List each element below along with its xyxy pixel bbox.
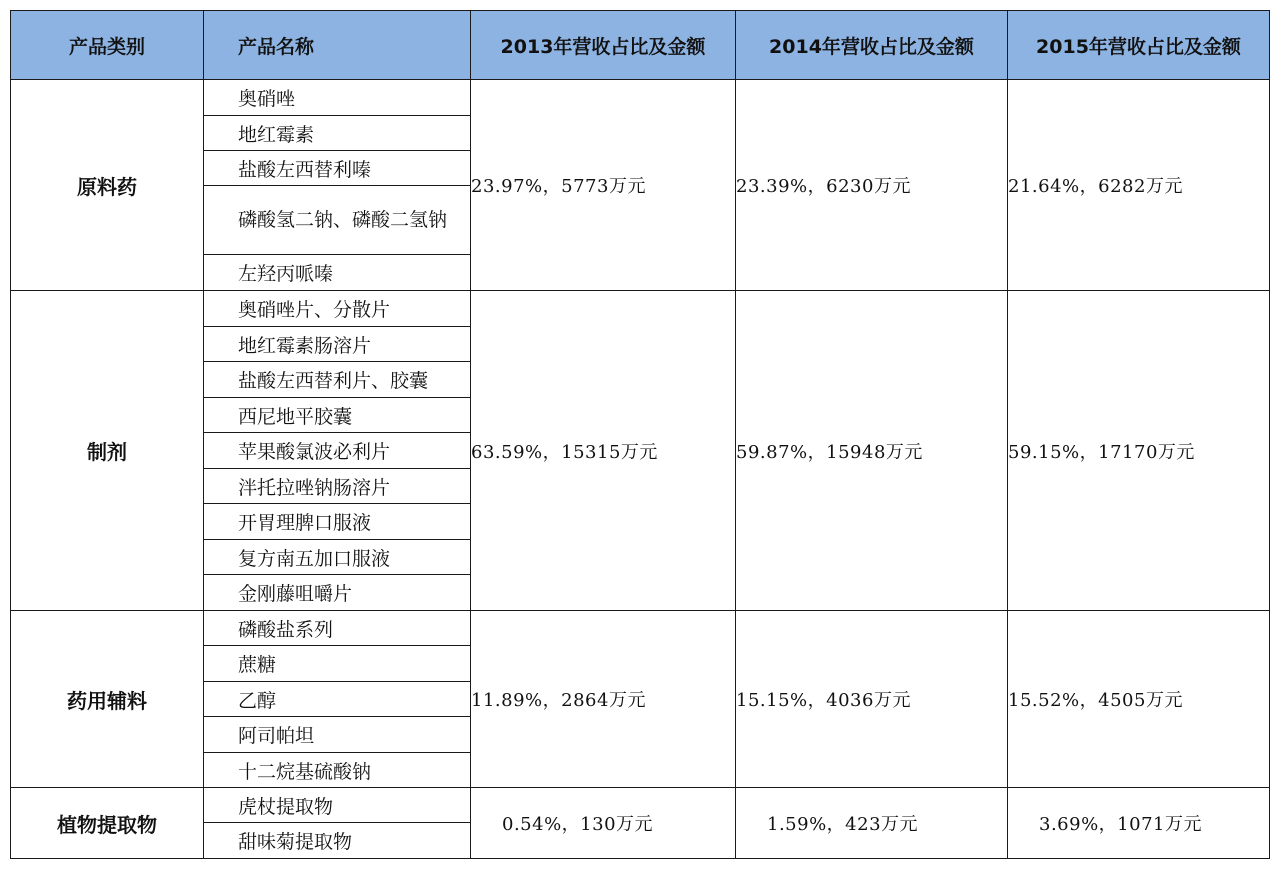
product-cell bbox=[204, 753, 471, 788]
product-name: 磷酸氢二钠、磷酸二氢钠 bbox=[238, 208, 448, 231]
product-name: 金刚藤咀嚼片 bbox=[238, 583, 353, 605]
value-2015: 59.15%，17170万元 bbox=[1008, 291, 1270, 611]
value-2014: 23.39%，6230万元 bbox=[736, 80, 1008, 291]
table-row bbox=[11, 788, 1270, 823]
value-2015: 15.52%，4505万元 bbox=[1008, 611, 1270, 788]
product-name: 磷酸盐系列 bbox=[238, 618, 334, 641]
product-cell bbox=[204, 398, 471, 433]
product-name: 盐酸左西替利嗪 bbox=[238, 158, 372, 181]
product-cell bbox=[204, 540, 471, 575]
product-name: 虎杖提取物 bbox=[238, 795, 334, 818]
value-2015: 21.64%，6282万元 bbox=[1008, 80, 1270, 291]
product-name: 蔗糖 bbox=[238, 654, 277, 676]
product-cell bbox=[204, 575, 471, 611]
product-name: 地红霉素肠溶片 bbox=[238, 334, 372, 357]
product-cell bbox=[204, 291, 471, 327]
product-cell bbox=[204, 504, 471, 540]
product-cell bbox=[204, 362, 471, 398]
product-name: 奥硝唑 bbox=[238, 88, 296, 110]
product-cell bbox=[204, 788, 471, 823]
product-cell bbox=[204, 186, 471, 255]
header-category: 产品类别 bbox=[11, 11, 204, 80]
product-name: 开胃理脾口服液 bbox=[238, 512, 372, 534]
product-name: 阿司帕坦 bbox=[238, 725, 315, 747]
product-cell bbox=[204, 611, 471, 646]
product-cell bbox=[204, 327, 471, 362]
product-name: 泮托拉唑钠肠溶片 bbox=[238, 476, 391, 499]
revenue-table bbox=[10, 10, 1270, 859]
table-row bbox=[11, 611, 1270, 646]
table-row bbox=[11, 291, 1270, 327]
product-cell bbox=[204, 823, 471, 859]
product-name: 盐酸左西替利片、胶囊 bbox=[238, 370, 429, 392]
category-cell: 植物提取物 bbox=[11, 788, 204, 859]
value-2013: 11.89%，2864万元 bbox=[471, 611, 736, 788]
value-2014: 1.59%，423万元 bbox=[736, 788, 1008, 859]
product-name: 乙醇 bbox=[238, 689, 277, 712]
value-2014: 59.87%，15948万元 bbox=[736, 291, 1008, 611]
value-2013: 23.97%，5773万元 bbox=[471, 80, 736, 291]
product-cell bbox=[204, 255, 471, 291]
product-cell bbox=[204, 116, 471, 151]
product-cell bbox=[204, 151, 471, 186]
product-name: 复方南五加口服液 bbox=[238, 547, 391, 570]
product-name: 地红霉素 bbox=[238, 123, 315, 146]
category-cell: 原料药 bbox=[11, 80, 204, 291]
value-2014: 15.15%，4036万元 bbox=[736, 611, 1008, 788]
header-product: 产品名称 bbox=[204, 11, 471, 80]
table-row bbox=[11, 80, 1270, 116]
product-name: 甜味菊提取物 bbox=[238, 831, 353, 853]
header-2013: 2013年营收占比及金额 bbox=[471, 11, 736, 80]
product-name: 苹果酸氯波必利片 bbox=[238, 441, 391, 463]
header-row bbox=[11, 11, 1270, 80]
value-2013: 0.54%，130万元 bbox=[471, 788, 736, 859]
product-cell bbox=[204, 433, 471, 469]
header-2014: 2014年营收占比及金额 bbox=[736, 11, 1008, 80]
product-cell bbox=[204, 717, 471, 753]
product-cell bbox=[204, 80, 471, 116]
product-name: 西尼地平胶囊 bbox=[238, 405, 353, 428]
category-cell: 制剂 bbox=[11, 291, 204, 611]
value-2013: 63.59%，15315万元 bbox=[471, 291, 736, 611]
category-cell: 药用辅料 bbox=[11, 611, 204, 788]
value-2015: 3.69%，1071万元 bbox=[1008, 788, 1270, 859]
product-name: 十二烷基硫酸钠 bbox=[238, 760, 372, 783]
product-cell bbox=[204, 646, 471, 682]
header-2015: 2015年营收占比及金额 bbox=[1008, 11, 1270, 80]
product-cell bbox=[204, 469, 471, 504]
product-name: 左羟丙哌嗪 bbox=[238, 263, 334, 285]
product-name: 奥硝唑片、分散片 bbox=[238, 299, 391, 321]
product-cell bbox=[204, 682, 471, 717]
